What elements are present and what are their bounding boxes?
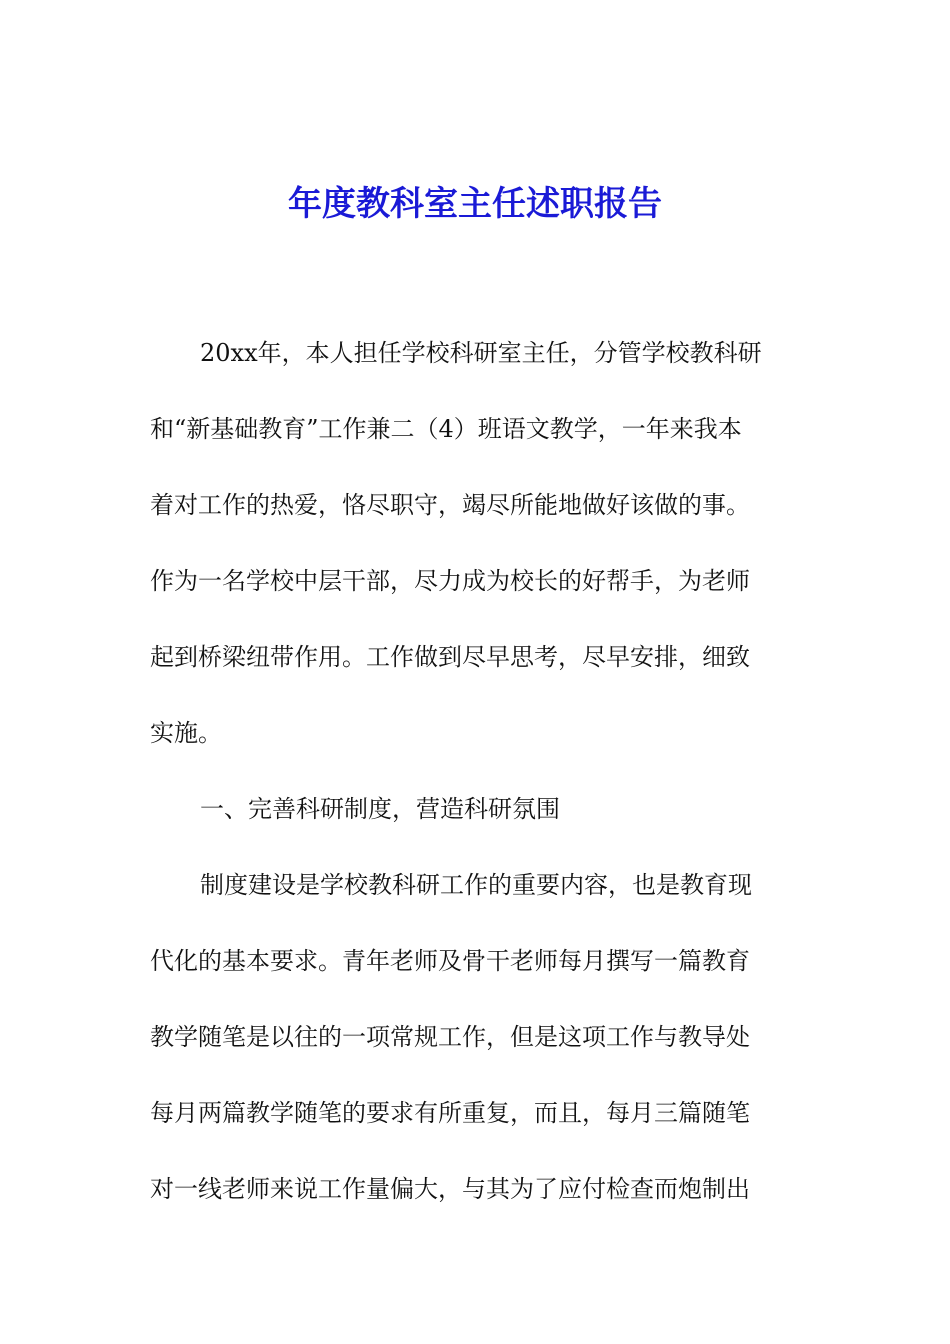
paragraph-2-line-1: 制度建设是学校教科研工作的重要内容，也是教育现 — [200, 871, 752, 899]
paragraph-1-line-2: 和“新基础教育”工作兼二（4）班语文教学，一年来我本 — [150, 415, 742, 443]
paragraph-2-line-3: 教学随笔是以往的一项常规工作，但是这项工作与教导处 — [150, 1023, 750, 1051]
paragraph-2-line-5: 对一线老师来说工作量偏大，与其为了应付检查而炮制出 — [150, 1175, 750, 1203]
paragraph-1-line-3: 着对工作的热爱，恪尽职守，竭尽所能地做好该做的事。 — [150, 491, 750, 519]
paragraph-2-line-4: 每月两篇教学随笔的要求有所重复，而且，每月三篇随笔 — [150, 1099, 750, 1127]
section-heading-1: 一、完善科研制度，营造科研氛围 — [200, 795, 560, 823]
document-body — [150, 325, 802, 1237]
paragraph-2-line-2: 代化的基本要求。青年老师及骨干老师每月撰写一篇教育 — [150, 947, 750, 975]
document-title: 年度教科室主任述职报告 — [288, 184, 662, 224]
paragraph-1-line-4: 作为一名学校中层干部，尽力成为校长的好帮手，为老师 — [150, 567, 750, 595]
paragraph-1-line-1: 20xx年，本人担任学校科研室主任，分管学校教科研 — [200, 339, 762, 367]
paragraph-1-line-5: 起到桥梁纽带作用。工作做到尽早思考，尽早安排，细致 — [150, 643, 750, 671]
paragraph-1-line-6: 实施。 — [150, 719, 222, 747]
